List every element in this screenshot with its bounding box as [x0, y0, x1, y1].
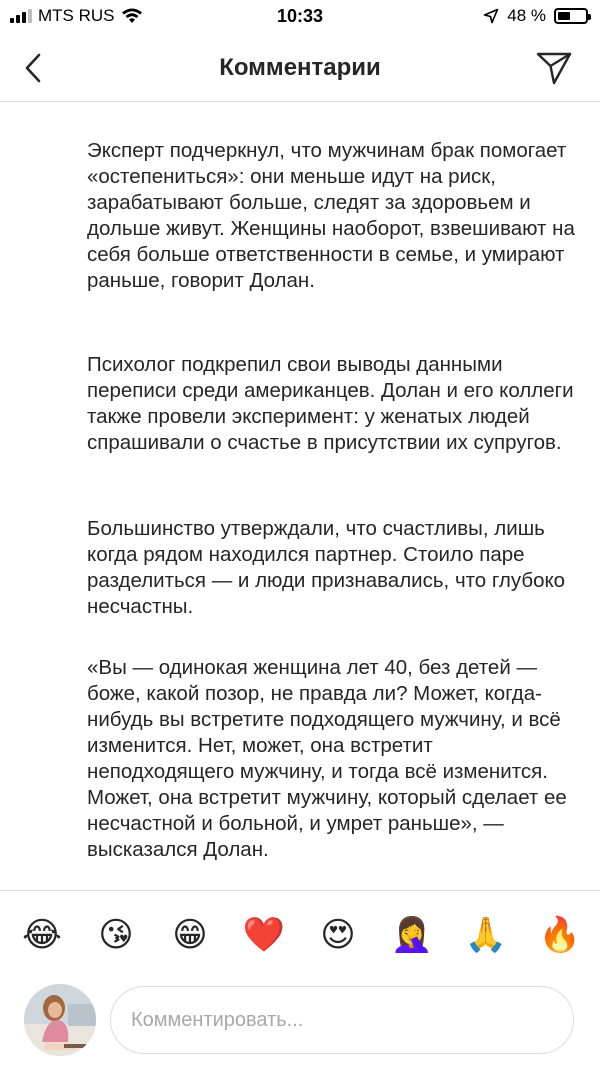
emoji-bar	[0, 890, 600, 976]
comment-paragraph: Эксперт подчеркнул, что мужчинам брак помогает «остепениться»: они меньше идут на риск, зарабатывают больше, следят за здоровьем и дольше живут. Женщины наоборот, взвешивают на себя больше ответственности в семье, и умирают раньше, говорит Долан.	[87, 139, 575, 292]
comment-input[interactable]	[131, 1009, 573, 1032]
comment-paragraph: Психолог подкрепил свои выводы данными переписи среди американцев. Долан и его коллеги также провели эксперимент: у женатых людей спрашивали о счастье в присутствии их супругов.	[87, 353, 574, 454]
emoji-red-heart-button[interactable]: ❤️	[242, 915, 286, 955]
avatar[interactable]	[24, 984, 96, 1056]
clock: 10:33	[276, 6, 324, 26]
comment-paragraph: «Вы — одинокая женщина лет 40, без детей — боже, какой позор, не правда ли? Может, когда-нибудь вы встретите подходящего мужчину, и всё изменится. Нет, может, она встретит неподходящего мужчину, и тогда всё изменится. Может, она встретит мужчину, который сделает ее несчастной и больной, и умрет раньше», — высказался Долан.	[87, 656, 567, 861]
status-bar	[0, 0, 600, 36]
page-title: Комментарии	[219, 54, 381, 81]
share-button[interactable]	[534, 50, 574, 86]
emoji-tears-of-joy-button[interactable]: 😂	[22, 915, 62, 955]
emoji-fire-button[interactable]: 🔥	[538, 915, 582, 955]
battery-cap	[588, 14, 591, 20]
carrier-name: MTS RUS	[38, 6, 115, 25]
emoji-heart-eyes-button[interactable]: 😍	[320, 915, 356, 955]
emoji-facepalm-button[interactable]: 🤦‍♀️	[390, 915, 434, 955]
comment-paragraph: Большинство утверждали, что счастливы, лишь когда рядом находился партнер. Стоило паре разделиться — и люди признавались, что глубоко несчастны.	[87, 517, 566, 618]
paper-plane-icon	[536, 51, 572, 85]
emoji-kiss-button[interactable]: 😘	[98, 915, 134, 955]
emoji-grin-button[interactable]: 😁	[172, 915, 208, 955]
comment-content	[0, 102, 600, 890]
comment-composer	[0, 976, 600, 1066]
status-bar-right	[483, 6, 588, 26]
battery-percent: 48 %	[507, 6, 546, 25]
emoji-folded-hands-button[interactable]: 🙏	[464, 915, 508, 955]
battery-level	[558, 12, 570, 20]
nav-header	[0, 36, 600, 102]
comment-input-container[interactable]	[110, 986, 574, 1054]
battery-icon	[554, 8, 588, 24]
location-arrow-icon	[483, 8, 499, 24]
user-photo	[24, 984, 96, 1056]
